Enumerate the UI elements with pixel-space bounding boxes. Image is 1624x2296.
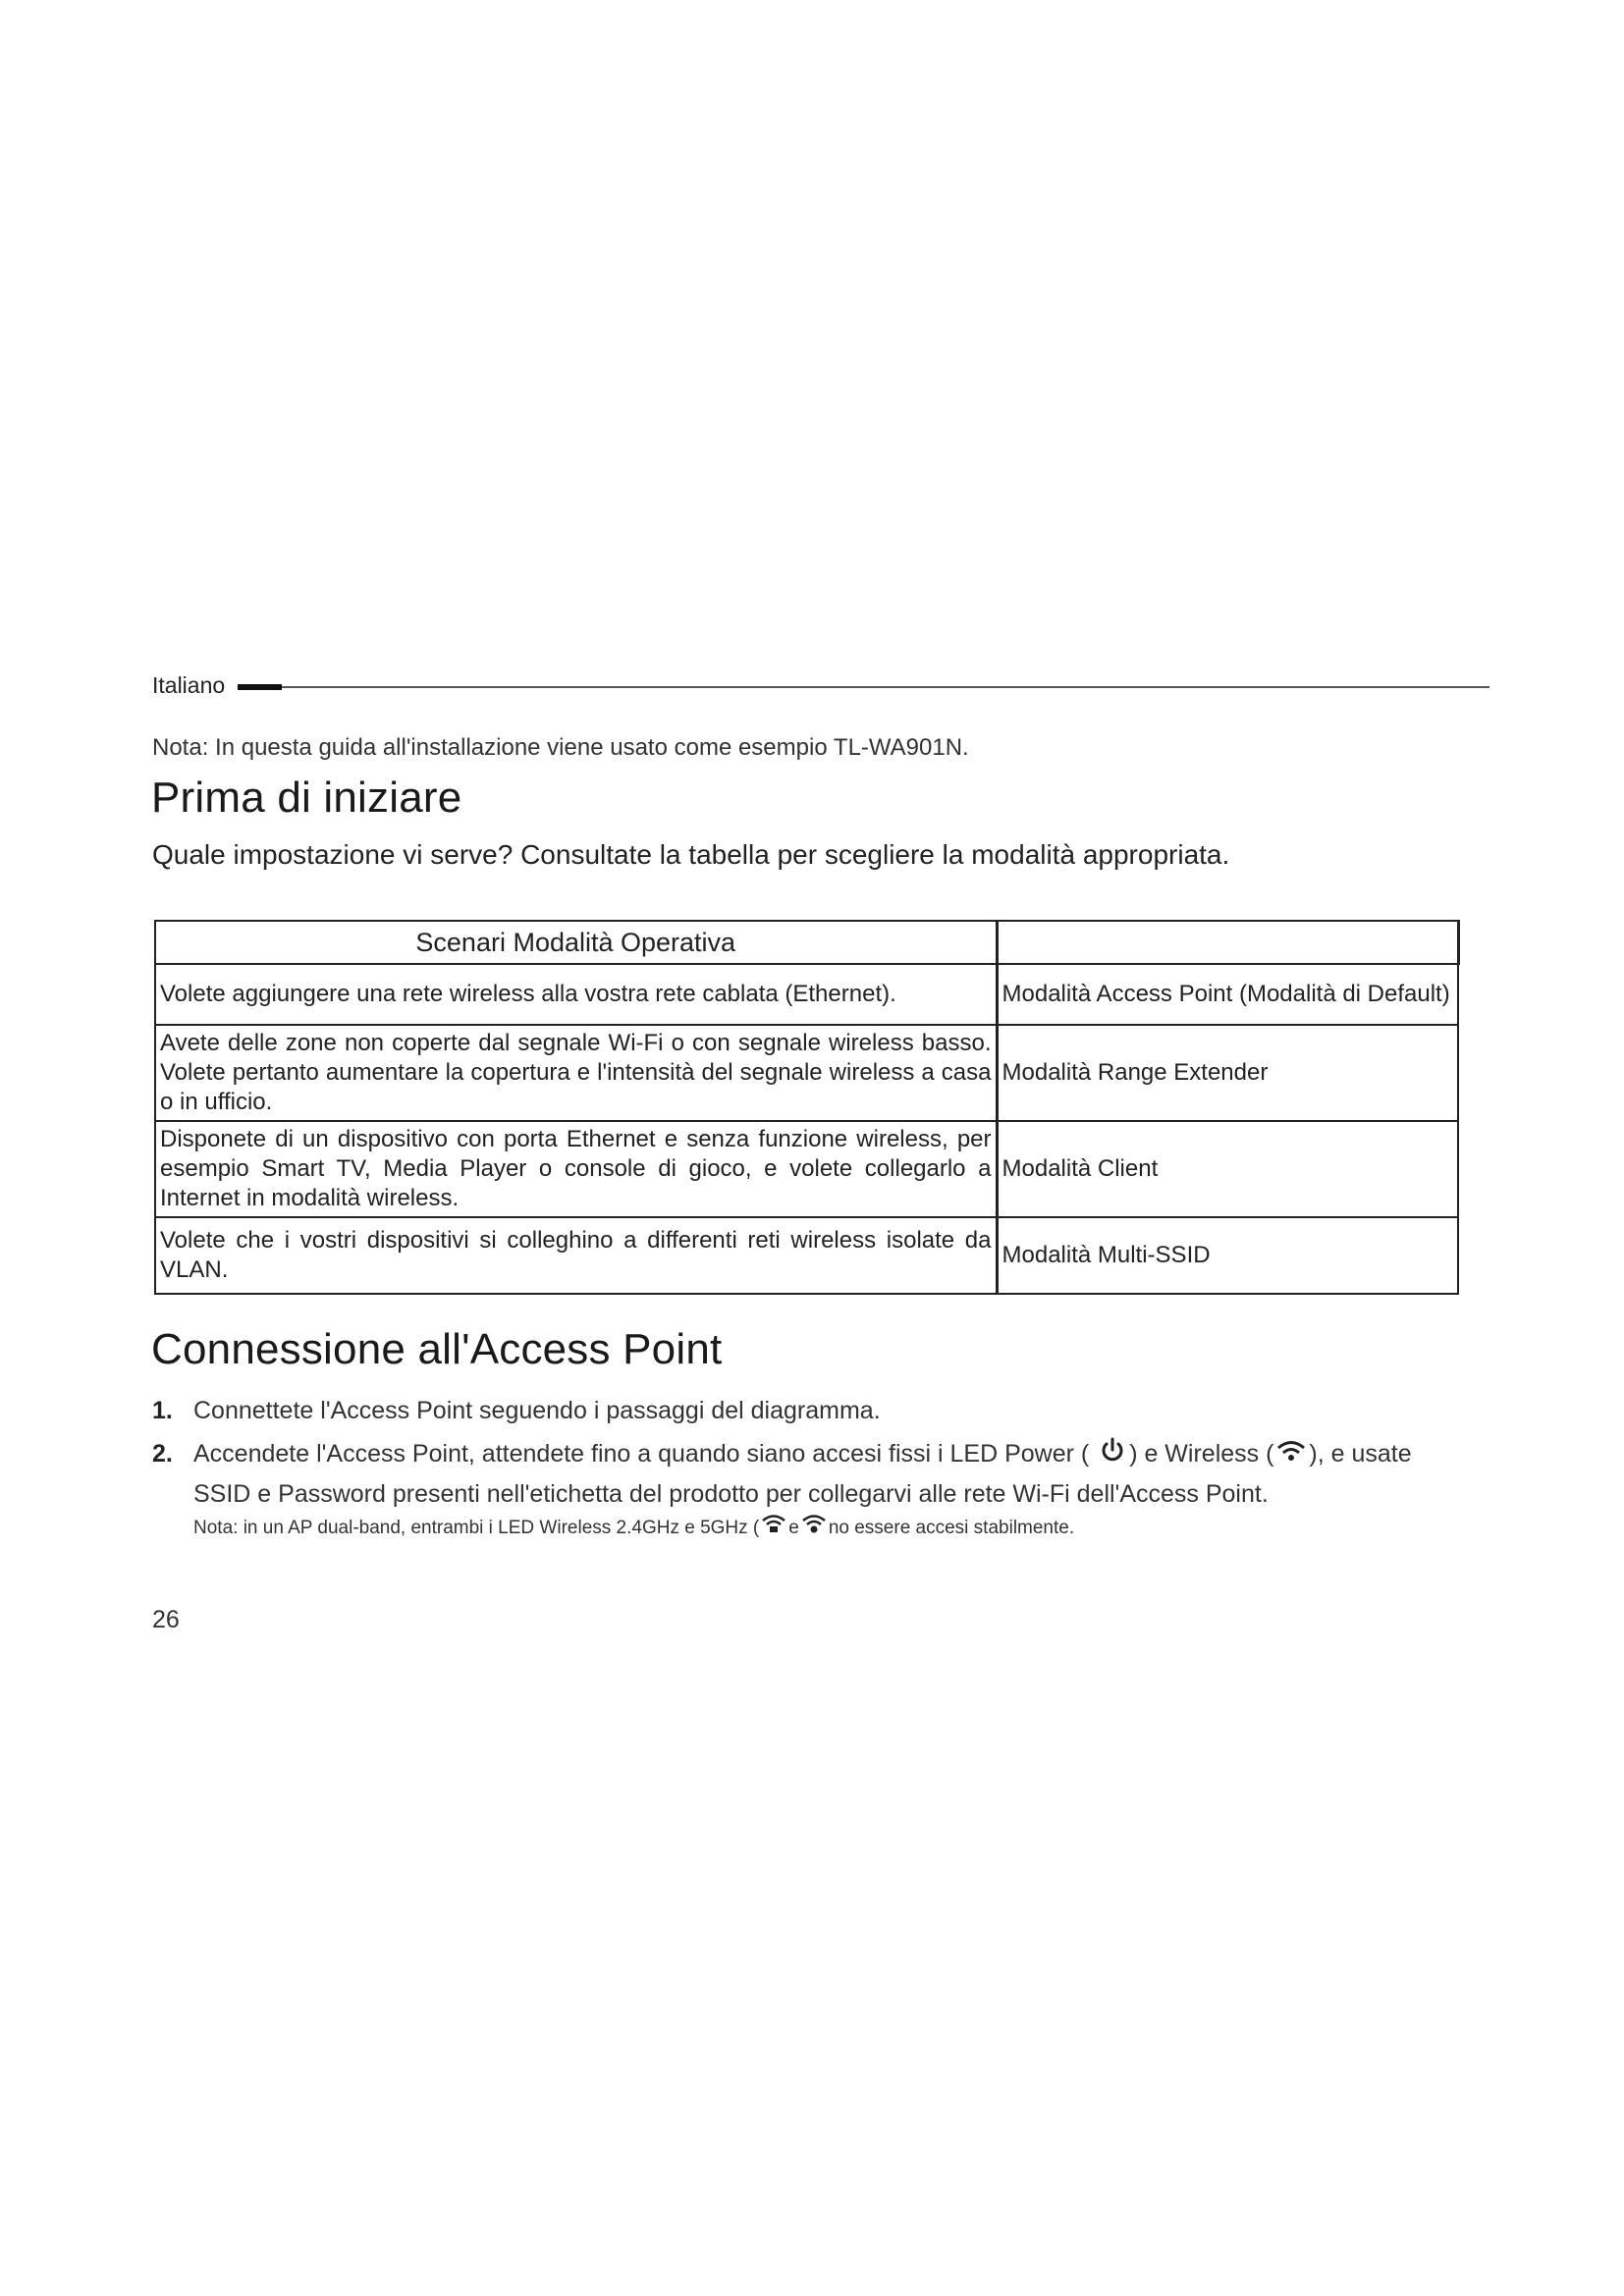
mode-cell: Modalità Multi-SSID: [997, 1217, 1458, 1294]
header-rule: [282, 686, 1489, 688]
scenario-cell: Volete che i vostri dispositivi si colleghino a differenti reti wireless isolate da VLAN.: [155, 1217, 997, 1294]
dual-band-note: [193, 1513, 1458, 1544]
step-number: 1.: [152, 1397, 173, 1424]
note-part1: Nota: in un AP dual-band, entrambi i LED Wireless 2.4GHz e 5GHz (: [193, 1518, 760, 1539]
table-row: [155, 1025, 1458, 1121]
table-row: [155, 1121, 1458, 1217]
table-row: [155, 964, 1458, 1025]
connection-steps: [152, 1392, 1458, 1550]
note-part2: e: [788, 1518, 799, 1539]
language-label: Italiano: [152, 672, 226, 698]
step-text-part3: ), e usate SSID e Password presenti nell'etichetta del prodotto per collegarvi alle rete Wi-Fi dell'Access Point.: [193, 1440, 1412, 1508]
scenario-cell: Volete aggiungere una rete wireless alla vostra rete cablata (Ethernet).: [155, 964, 997, 1025]
table-header-scenarios: Scenari Modalità Operativa: [155, 921, 997, 964]
step-1: [152, 1392, 1458, 1429]
wireless-icon: [1275, 1437, 1307, 1474]
table-row: [155, 1217, 1458, 1294]
section-title-connection: Connessione all'Access Point: [151, 1325, 723, 1373]
step-text: Connettete l'Access Point seguendo i passaggi del diagramma.: [193, 1397, 881, 1424]
scenario-cell: Avete delle zone non coperte dal segnale Wi-Fi o con segnale wireless basso. Volete pertanto aumentare la copertura e l'intensità del segnale wireless a casa o in ufficio.: [155, 1025, 997, 1121]
section-title-before-start: Prima di iniziare: [151, 774, 462, 822]
operation-mode-table: [154, 920, 1460, 1295]
header-accent-bar: [238, 684, 282, 690]
mode-cell: Modalità Client: [997, 1121, 1458, 1217]
mode-cell: Modalità Range Extender: [997, 1025, 1458, 1121]
mode-cell: Modalità Access Point (Modalità di Default): [997, 964, 1458, 1025]
table-header-empty: [997, 921, 1458, 964]
top-note: Nota: In questa guida all'installazione viene usato come esempio TL-WA901N.: [152, 734, 969, 761]
step-number: 2.: [152, 1440, 173, 1468]
wireless-5g-icon: [801, 1513, 827, 1544]
section-intro: Quale impostazione vi serve? Consultate la tabella per scegliere la modalità appropriata.: [152, 839, 1230, 870]
step-2: [152, 1435, 1458, 1544]
table-header-row: [155, 921, 1458, 964]
step-text-part1: Accendete l'Access Point, attendete fino a quando siano accesi fissi i LED Power (: [193, 1440, 1090, 1468]
scenario-cell: Disponete di un dispositivo con porta Ethernet e senza funzione wireless, per esempio Smart TV, Media Player o console di gioco, e volete collegarlo a Internet in modalità wireless.: [155, 1121, 997, 1217]
power-icon: [1098, 1435, 1127, 1475]
step-text-part2: ) e Wireless (: [1129, 1440, 1274, 1468]
page-number: 26: [152, 1606, 180, 1633]
note-part3: no essere accesi stabilmente.: [828, 1518, 1075, 1539]
wireless-2g-icon: [761, 1513, 786, 1544]
